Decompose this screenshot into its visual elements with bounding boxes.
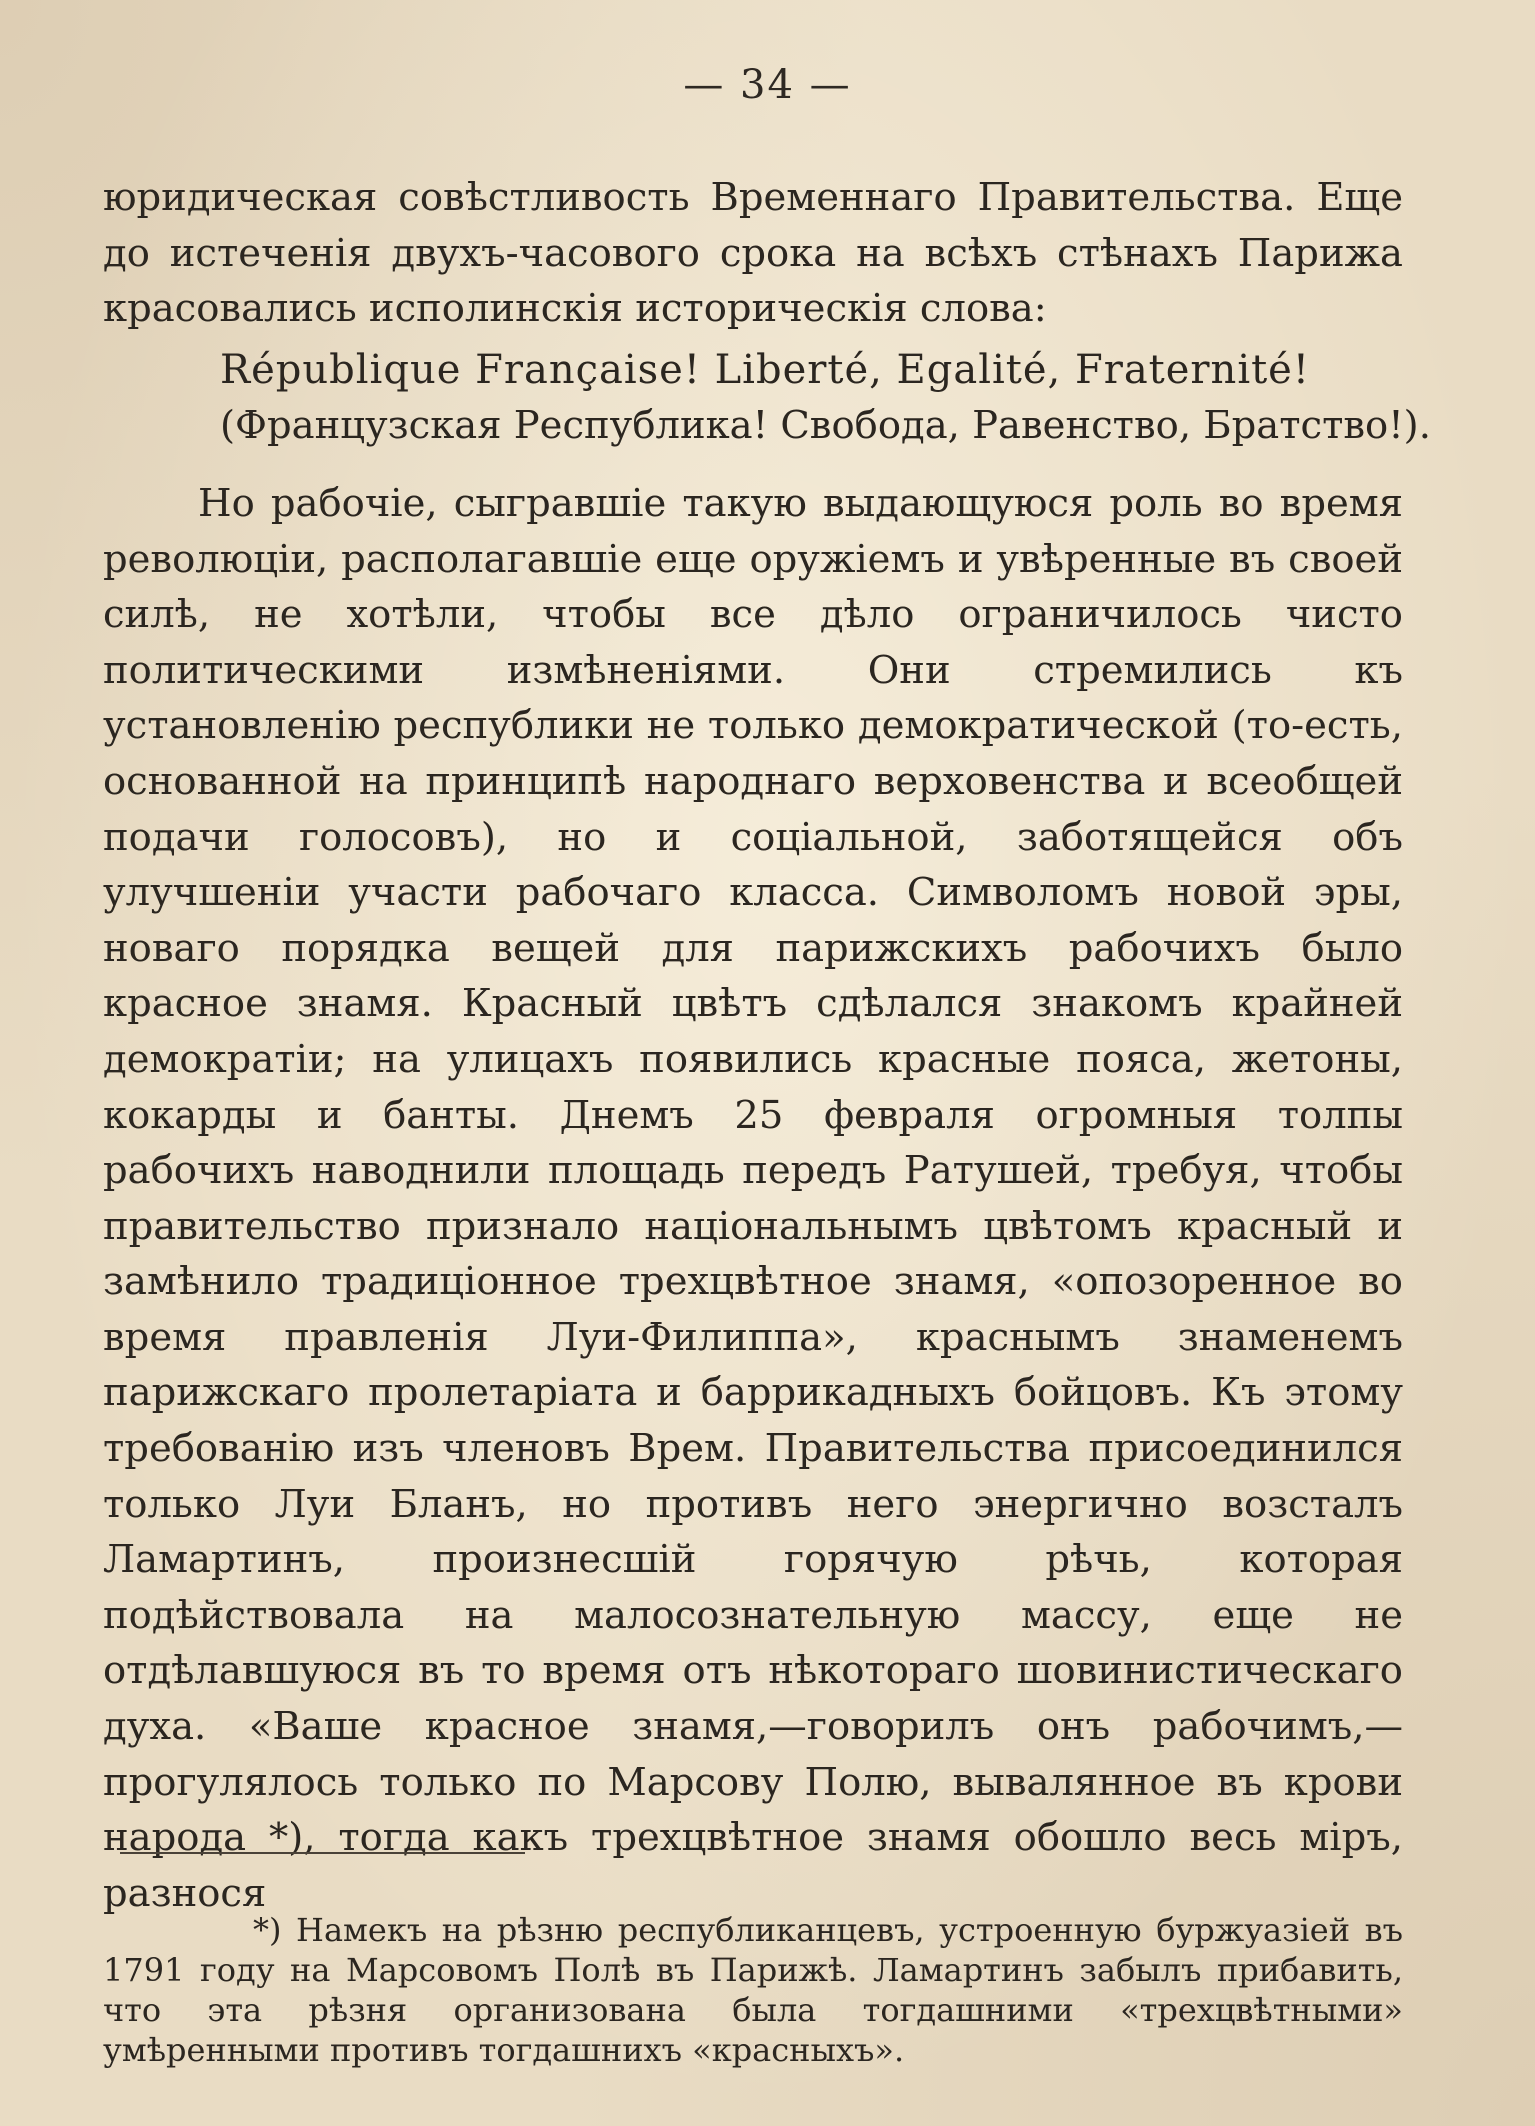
footnote-divider (120, 1852, 525, 1854)
page-number: — 34 — (683, 62, 852, 108)
paragraph-2: Но рабочіе, сыгравшіе такую выдающуюся роль во время революціи, располагавшіе еще оружіемъ и увѣренные въ своей силѣ, не хотѣли, чтобы все дѣло ограничилось чисто политическими измѣненіями. Они стремились къ установленію республики не только демократической (то-есть, основанной на принципѣ народнаго верховенства и всеобщей подачи голосовъ), но и соціальной, заботящейся объ улучшеніи участи рабочаго класса. Символомъ новой эры, новаго порядка вещей для парижскихъ рабочихъ было красное знамя. Красный цвѣтъ сдѣлался знакомъ крайней демократіи; на улицахъ появились красные пояса, жетоны, кокарды и банты. Днемъ 25 февраля огромныя толпы рабочихъ наводнили площадь передъ Ратушей, требуя, чтобы правительство признало національнымъ цвѣтомъ красный и замѣнило традиціонное трехцвѣтное знамя, «опозоренное во время правленія Луи-Филиппа», краснымъ знаменемъ парижскаго пролетаріата и баррикадныхъ бойцовъ. Къ этому требованію изъ членовъ Врем. Правительства присоединился только Луи Бланъ, но противъ него энергично возсталъ Ламартинъ, произнесшій горячую рѣчь, которая подѣйствовала на малосознательную массу, еще не отдѣлавшуюся въ то время отъ нѣкотораго шовинистическаго духа. «Ваше красное знамя,—говорилъ онъ рабочимъ,—прогулялось только по Марсову Полю, вываляннoе въ крови народа *), тогда какъ трехцвѣтное знамя обошло весь міръ, разнося (103, 480, 1403, 1916)
slogan-quote (103, 343, 1431, 454)
slogan-russian: (Французская Республика! Свобода, Равенство, Братство!). (220, 403, 1431, 449)
main-text (103, 170, 1431, 1921)
paragraph-1: юридическая совѣстливость Временнаго Правительства. Еще до истеченія двухъ-часового срока на всѣхъ стѣнахъ Парижа красовались исполинскія историческія слова: (103, 175, 1403, 332)
slogan-french: République Française! Liberté, Egalité, Fraternité! (220, 346, 1310, 393)
footnote: *) Намекъ на рѣзню республиканцевъ, устроенную буржуазіей въ 1791 году на Марсовомъ Полѣ въ Парижѣ. Ламартинъ забылъ прибавить, что эта рѣзня организована была тогдашними «трехцвѣтными» умѣренными противъ тогдашнихъ «красныхъ». (103, 1911, 1403, 2069)
